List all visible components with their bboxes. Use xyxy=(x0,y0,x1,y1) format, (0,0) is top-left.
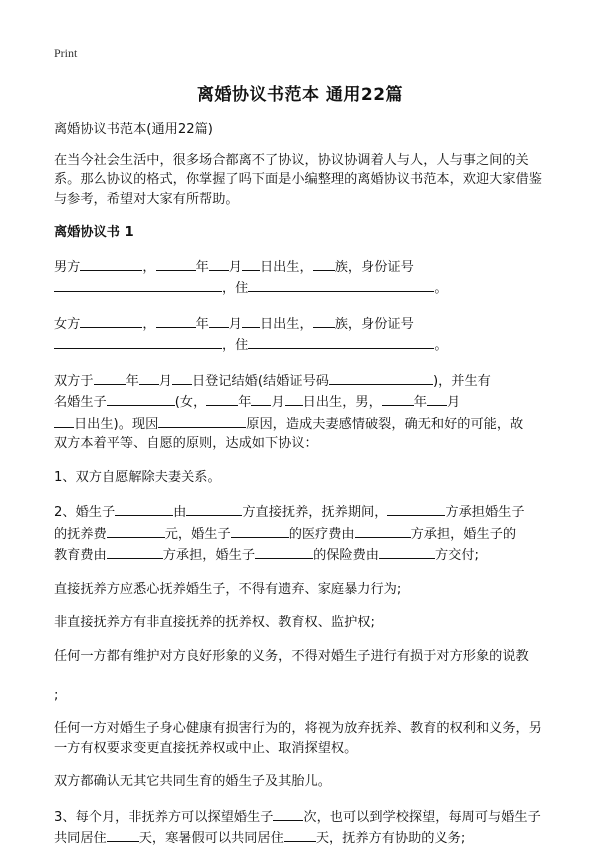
document-body xyxy=(54,120,550,863)
image-duty-paragraph: 任何一方都有维护对方良好形象的义务，不得对婚生子进行有损于对方形象的说教 ; xyxy=(54,648,529,703)
wife-info: 女方 ， 年 月 日出生， 族，身份证号 ，住 。 xyxy=(54,313,550,356)
print-link[interactable]: Print xyxy=(54,46,78,60)
indirect-custody-paragraph: 非直接抚养方有非直接抚养的抚养权、教育权、监护权; xyxy=(54,615,375,630)
husband-info: 男方 ， 年 月 日出生， 族，身份证号 ，住 。 xyxy=(54,256,550,299)
clause-2: 2、婚生子 由 方直接抚养，抚养期间， 方承担婚生子 的抚养费 元，婚生子 的医疗费由 方承担，婚生子的 教育费由 方承担，婚生子 的保险费由 方交付; xyxy=(54,501,550,566)
section-heading: 离婚协议书 1 xyxy=(54,225,134,240)
harm-paragraph: 任何一方对婚生子身心健康有损害行为的，将视为放弃抚养、教育的权利和义务，另一方有权要求变更直接抚养权或中止、取消探望权。 xyxy=(54,721,542,756)
confirm-paragraph: 双方都确认无其它共同生育的婚生子及其胎儿。 xyxy=(54,774,331,789)
clause-1: 1、双方自愿解除夫妻关系。 xyxy=(54,469,221,485)
document-subtitle: 离婚协议书范本(通用22篇) xyxy=(54,122,213,137)
clause-3: 3、每个月，非抚养方可以探望婚生子 次，也可以到学校探望，每周可与婚生子共同居住 天，寒暑假可以共同居住 天，抚养方有协助的义务; xyxy=(54,806,550,849)
direct-custody-paragraph: 直接抚养方应悉心抚养婚生子，不得有遗弃、家庭暴力行为; xyxy=(54,581,402,597)
intro-paragraph: 在当今社会生活中，很多场合都离不了协议，协议协调着人与人，人与事之间的关系。那么协议的格式，你掌握了吗下面是小编整理的离婚协议书范本，欢迎大家借鉴与参考，希望对大家有所帮助。 xyxy=(54,152,542,207)
page-title: 离婚协议书范本 通用22篇 xyxy=(196,85,404,105)
marriage-info: 双方于 年 月 日登记结婚(结婚证号码 )，并生有 名婚生子 (女， 年 月 日出生，男， 年 月 日出生)。现因 原因，造成夫妻感情破裂，确无和好的可能，故 双方本着平等、自愿的原则，达成如下协议： xyxy=(54,370,550,454)
